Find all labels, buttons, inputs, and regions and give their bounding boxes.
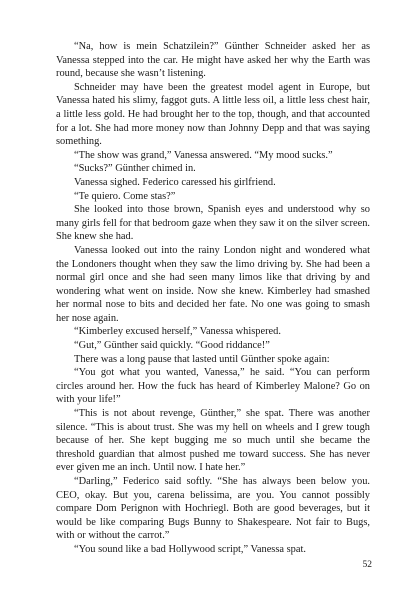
page-number: 52 [362,560,372,570]
paragraph: “This is not about revenge, Günther,” she spat. There was another silence. “This is about trust. She was my hell on wheels and I grew tough because of her. She kept bugging me so much until she became the threshold guardian that almost pushed me toward success. She has never ever given me an inch. Until now. I hate her.” [56,408,370,474]
paragraph: “Kimberley excused herself,” Vanessa whispered. [74,326,281,338]
paragraph: “The show was grand,” Vanessa answered. “My mood sucks.” [74,149,333,161]
paragraph: “Sucks?” Günther chimed in. [74,163,196,175]
paragraph: She looked into those brown, Spanish eyes and understood why so many girls fell for that bedroom gaze when they saw it on the silver screen. She knew she had. [56,204,370,243]
paragraph: “You sound like a bad Hollywood script,” Vanessa spat. [74,543,306,555]
paragraph: “Darling,” Federico said softly. “She has always been below you. CEO, okay. But you, carena belissima, are you. You cannot possibly compare Dom Perignon with Hochriegl. Both are good beverages, but it would be like comparing Bugs Bunny to Shakespeare. Not fair to Bugs, with or without the carrot.” [56,476,370,542]
paragraph: Vanessa looked out into the rainy London night and wondered what the Londoners thought when they saw the limo driving by. She had been a normal girl once and she had seen many limos like that driving by and wondering what went on inside. Now she knew. Kimberley had smashed her normal nose to bits and decided her fate. No one was going to smash her nose again. [56,244,370,324]
paragraph: Schneider may have been the greatest model agent in Europe, but Vanessa hated his slimy, faggot guts. A little less oil, a little less chest hair, a little less gold. He had brought her to the top, though, and that accounted for a lot. She had more money now than Johnny Depp and that was saying something. [56,81,370,148]
paragraph: “You got what you wanted, Vanessa,” he said. “You can perform circles around her. How the fuck has heard of Kimberley Malone? Go on with your life!” [56,367,370,406]
paragraph: There was a long pause that lasted until Günther spoke again: [74,353,330,365]
paragraph: “Gut,” Günther said quickly. “Good riddance!” [74,340,270,352]
body-text [56,40,370,557]
paragraph: “Te quiero. Come stas?” [74,190,176,202]
paragraph: Vanessa sighed. Federico caressed his girlfriend. [74,176,276,188]
paragraph: “Na, how is mein Schatzilein?” Günther Schneider asked her as Vanessa stepped into the car. He might have asked her why the Earth was round, because she wasn’t listening. [56,41,370,80]
